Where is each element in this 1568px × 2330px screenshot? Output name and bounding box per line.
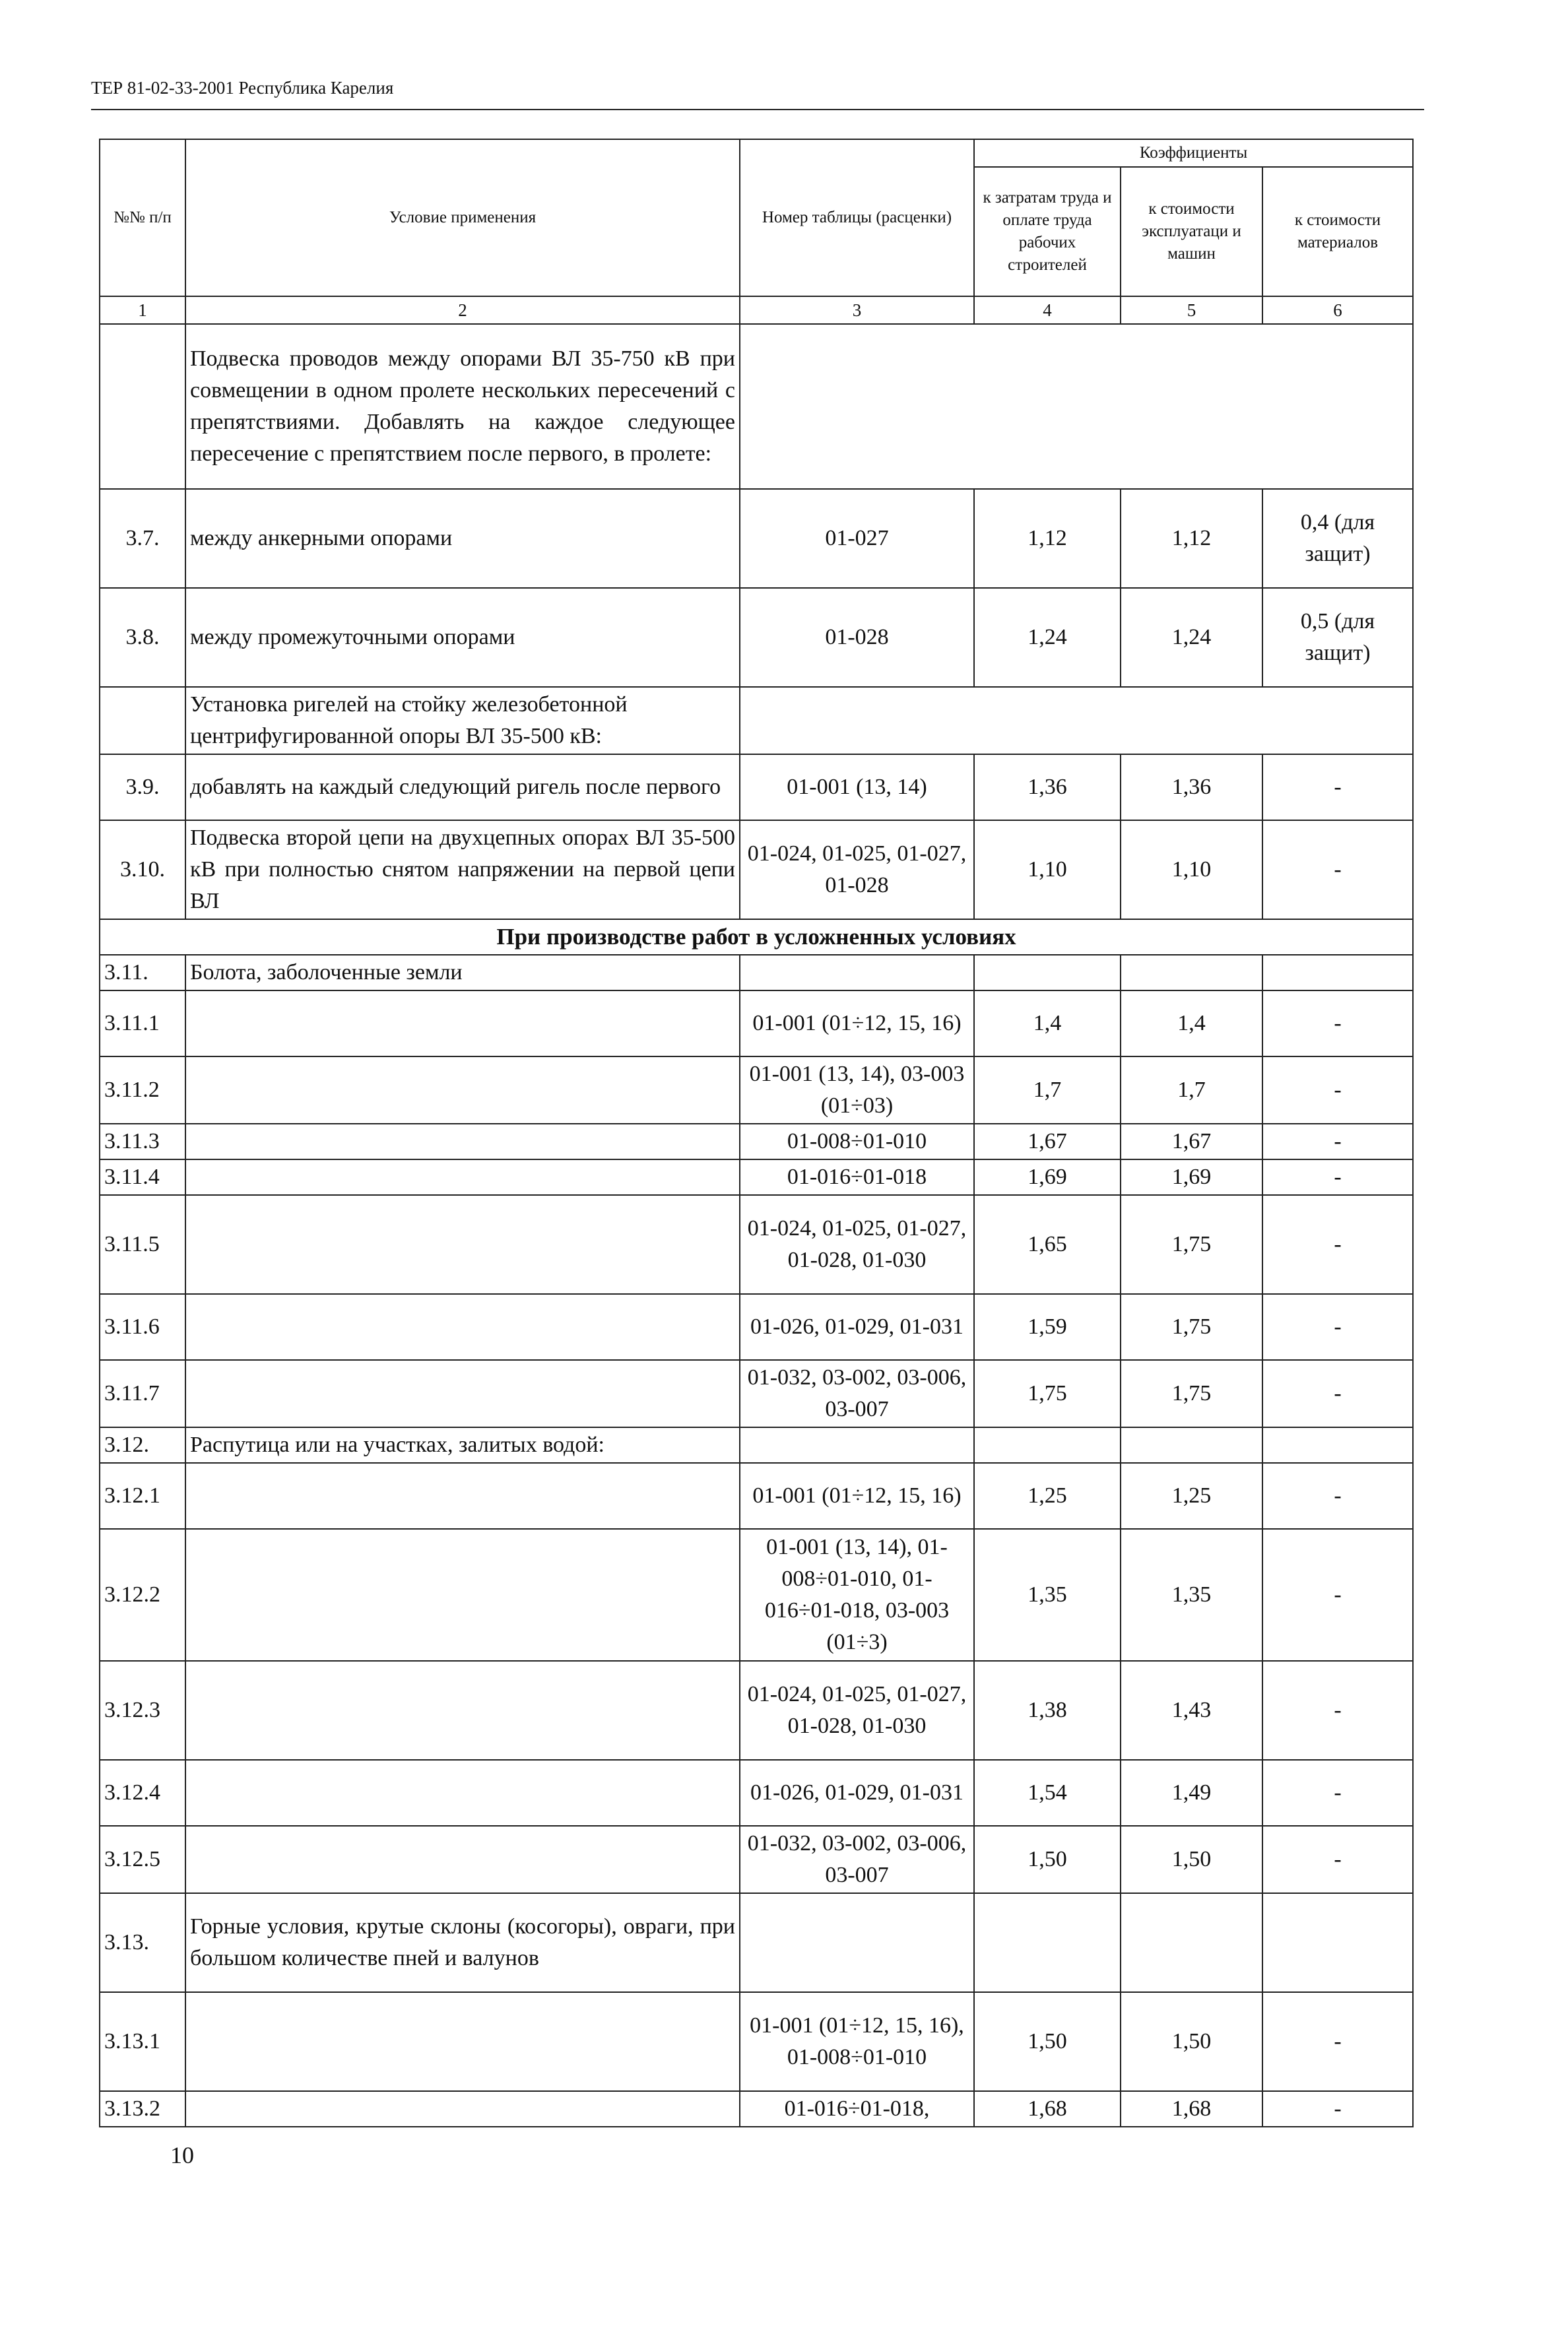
table-row [100, 990, 1413, 1056]
row-labor: 1,12 [974, 489, 1121, 588]
row-id: 3.7. [100, 489, 185, 588]
row-machines: 1,68 [1121, 2091, 1262, 2127]
row-labor: 1,4 [974, 990, 1121, 1056]
row-condition: Распутица или на участках, залитых водой: [185, 1427, 740, 1463]
row-id: 3.12. [100, 1427, 185, 1463]
row-condition: между анкерными опорами [185, 489, 740, 588]
row-materials: - [1262, 1195, 1413, 1294]
row-materials: - [1262, 1124, 1413, 1159]
table-row [100, 1826, 1413, 1893]
row-condition [185, 990, 740, 1056]
table-row [100, 687, 1413, 754]
table-row [100, 1195, 1413, 1294]
table-row [100, 1056, 1413, 1124]
row-machines [1121, 1893, 1262, 1992]
row-materials: - [1262, 1992, 1413, 2091]
row-empty [740, 324, 1413, 489]
header-divider [91, 109, 1424, 110]
row-condition [185, 1124, 740, 1159]
row-condition [185, 1294, 740, 1360]
row-materials: - [1262, 2091, 1413, 2127]
row-materials [1262, 955, 1413, 990]
row-id: 3.12.4 [100, 1760, 185, 1826]
row-id: 3.11. [100, 955, 185, 990]
row-id: 3.9. [100, 754, 185, 820]
row-id: 3.11.1 [100, 990, 185, 1056]
row-machines: 1,50 [1121, 1826, 1262, 1893]
row-labor: 1,36 [974, 754, 1121, 820]
row-table-num [740, 955, 974, 990]
table-row [100, 1529, 1413, 1661]
table-row [100, 1760, 1413, 1826]
row-labor: 1,25 [974, 1463, 1121, 1529]
row-labor: 1,35 [974, 1529, 1121, 1661]
row-machines: 1,10 [1121, 820, 1262, 919]
row-table-num: 01-001 (13, 14), 01-008÷01-010, 01-016÷01-018, 03-003 (01÷3) [740, 1529, 974, 1661]
row-materials: - [1262, 820, 1413, 919]
row-table-num: 01-024, 01-025, 01-027, 01-028, 01-030 [740, 1195, 974, 1294]
row-machines: 1,36 [1121, 754, 1262, 820]
row-table-num: 01-001 (01÷12, 15, 16) [740, 990, 974, 1056]
row-labor: 1,10 [974, 820, 1121, 919]
table-row [100, 1661, 1413, 1760]
row-materials: - [1262, 754, 1413, 820]
table-row [100, 1294, 1413, 1360]
header-materials: к стоимости материалов [1262, 167, 1413, 296]
table-row [100, 324, 1413, 489]
row-id: 3.11.2 [100, 1056, 185, 1124]
row-condition [185, 1661, 740, 1760]
row-table-num: 01-001 (01÷12, 15, 16) [740, 1463, 974, 1529]
header-labor: к затратам труда и оплате труда рабочих строителей [974, 167, 1121, 296]
table-row [100, 820, 1413, 919]
row-condition: Подвеска проводов между опорами ВЛ 35-750 кВ при совмещении в одном пролете нескольких пересечений с препятствиями. Добавлять на каждое следующее пересечение с препятствием после первого, в пролете: [185, 324, 740, 489]
row-labor [974, 1427, 1121, 1463]
row-labor: 1,68 [974, 2091, 1121, 2127]
row-machines: 1,12 [1121, 489, 1262, 588]
row-labor: 1,54 [974, 1760, 1121, 1826]
row-materials: - [1262, 1661, 1413, 1760]
row-materials: - [1262, 1463, 1413, 1529]
row-machines [1121, 955, 1262, 990]
row-machines: 1,75 [1121, 1294, 1262, 1360]
row-machines [1121, 1427, 1262, 1463]
table-row [100, 1463, 1413, 1529]
col-number: 5 [1121, 296, 1262, 324]
col-number: 1 [100, 296, 185, 324]
row-labor [974, 955, 1121, 990]
row-materials: - [1262, 1159, 1413, 1195]
row-condition [185, 1992, 740, 2091]
row-materials: - [1262, 1056, 1413, 1124]
header-coefficients: Коэффициенты [974, 139, 1413, 167]
row-table-num: 01-026, 01-029, 01-031 [740, 1294, 974, 1360]
row-machines: 1,35 [1121, 1529, 1262, 1661]
row-id: 3.11.3 [100, 1124, 185, 1159]
row-labor: 1,7 [974, 1056, 1121, 1124]
row-table-num: 01-016÷01-018 [740, 1159, 974, 1195]
header-condition: Условие применения [185, 139, 740, 296]
row-machines: 1,75 [1121, 1360, 1262, 1427]
table-row [100, 489, 1413, 588]
row-machines: 1,25 [1121, 1463, 1262, 1529]
row-machines: 1,24 [1121, 588, 1262, 687]
row-table-num [740, 1427, 974, 1463]
row-condition [185, 1195, 740, 1294]
header-num: №№ п/п [100, 139, 185, 296]
row-condition [185, 1529, 740, 1661]
row-materials: - [1262, 990, 1413, 1056]
row-condition [185, 1463, 740, 1529]
row-condition [185, 2091, 740, 2127]
row-machines: 1,50 [1121, 1992, 1262, 2091]
table-row [100, 1427, 1413, 1463]
row-condition: добавлять на каждый следующий ригель после первого [185, 754, 740, 820]
row-id: 3.13.1 [100, 1992, 185, 2091]
col-number: 2 [185, 296, 740, 324]
table-row [100, 955, 1413, 990]
col-number: 4 [974, 296, 1121, 324]
row-id: 3.8. [100, 588, 185, 687]
row-id: 3.11.7 [100, 1360, 185, 1427]
row-table-num: 01-001 (13, 14) [740, 754, 974, 820]
row-materials: 0,4 (для защит) [1262, 489, 1413, 588]
row-id: 3.12.2 [100, 1529, 185, 1661]
row-machines: 1,49 [1121, 1760, 1262, 1826]
row-table-num: 01-024, 01-025, 01-027, 01-028 [740, 820, 974, 919]
row-id: 3.12.5 [100, 1826, 185, 1893]
table-row [100, 588, 1413, 687]
row-table-num: 01-001 (13, 14), 03-003 (01÷03) [740, 1056, 974, 1124]
row-labor: 1,69 [974, 1159, 1121, 1195]
row-id: 3.12.1 [100, 1463, 185, 1529]
row-materials: - [1262, 1826, 1413, 1893]
row-condition: Горные условия, крутые склоны (косогоры), овраги, при большом количестве пней и валунов [185, 1893, 740, 1992]
row-table-num: 01-008÷01-010 [740, 1124, 974, 1159]
row-labor: 1,59 [974, 1294, 1121, 1360]
row-id [100, 324, 185, 489]
row-materials: - [1262, 1360, 1413, 1427]
row-labor: 1,24 [974, 588, 1121, 687]
row-machines: 1,67 [1121, 1124, 1262, 1159]
row-table-num: 01-001 (01÷12, 15, 16), 01-008÷01-010 [740, 1992, 974, 2091]
table-row [100, 754, 1413, 820]
row-table-num: 01-028 [740, 588, 974, 687]
table-row [100, 1360, 1413, 1427]
row-id: 3.10. [100, 820, 185, 919]
header-table-num: Номер таблицы (расценки) [740, 139, 974, 296]
row-materials: - [1262, 1529, 1413, 1661]
row-labor: 1,50 [974, 1826, 1121, 1893]
row-id: 3.13.2 [100, 2091, 185, 2127]
row-condition: Установка ригелей на стойку железобетонной центрифугированной опоры ВЛ 35-500 кВ: [185, 687, 740, 754]
row-condition [185, 1760, 740, 1826]
row-table-num: 01-024, 01-025, 01-027, 01-028, 01-030 [740, 1661, 974, 1760]
row-id: 3.11.6 [100, 1294, 185, 1360]
row-table-num: 01-026, 01-029, 01-031 [740, 1760, 974, 1826]
row-id: 3.12.3 [100, 1661, 185, 1760]
table-row [100, 2091, 1413, 2127]
page-number: 10 [170, 2142, 194, 2168]
row-materials [1262, 1427, 1413, 1463]
row-id: 3.13. [100, 1893, 185, 1992]
row-machines: 1,7 [1121, 1056, 1262, 1124]
col-number: 6 [1262, 296, 1413, 324]
coefficients-table [99, 139, 1414, 2127]
row-labor [974, 1893, 1121, 1992]
table-row [100, 1893, 1413, 1992]
row-materials: - [1262, 1294, 1413, 1360]
table-row [100, 1159, 1413, 1195]
row-table-num: 01-032, 03-002, 03-006, 03-007 [740, 1360, 974, 1427]
row-id: 3.11.4 [100, 1159, 185, 1195]
row-condition: Подвеска второй цепи на двухцепных опорах ВЛ 35-500 кВ при полностью снятом напряжении на первой цепи ВЛ [185, 820, 740, 919]
section-title: При производстве работ в усложненных условиях [100, 919, 1413, 955]
table-row [100, 1992, 1413, 2091]
document-header: ТЕР 81-02-33-2001 Республика Карелия [91, 78, 394, 98]
table-row [100, 1124, 1413, 1159]
row-labor: 1,67 [974, 1124, 1121, 1159]
row-id: 3.11.5 [100, 1195, 185, 1294]
row-machines: 1,69 [1121, 1159, 1262, 1195]
row-machines: 1,4 [1121, 990, 1262, 1056]
row-labor: 1,38 [974, 1661, 1121, 1760]
row-condition: между промежуточными опорами [185, 588, 740, 687]
row-materials [1262, 1893, 1413, 1992]
row-table-num: 01-032, 03-002, 03-006, 03-007 [740, 1826, 974, 1893]
row-materials: 0,5 (для защит) [1262, 588, 1413, 687]
row-materials: - [1262, 1760, 1413, 1826]
header-machines: к стоимости эксплуатаци и машин [1121, 167, 1262, 296]
row-table-num: 01-016÷01-018, [740, 2091, 974, 2127]
row-machines: 1,75 [1121, 1195, 1262, 1294]
row-labor: 1,65 [974, 1195, 1121, 1294]
row-condition [185, 1360, 740, 1427]
row-condition [185, 1056, 740, 1124]
row-condition [185, 1159, 740, 1195]
col-number: 3 [740, 296, 974, 324]
row-table-num [740, 1893, 974, 1992]
row-condition [185, 1826, 740, 1893]
row-machines: 1,43 [1121, 1661, 1262, 1760]
row-condition: Болота, заболоченные земли [185, 955, 740, 990]
row-labor: 1,50 [974, 1992, 1121, 2091]
row-labor: 1,75 [974, 1360, 1121, 1427]
row-table-num: 01-027 [740, 489, 974, 588]
row-empty [740, 687, 1413, 754]
row-id [100, 687, 185, 754]
